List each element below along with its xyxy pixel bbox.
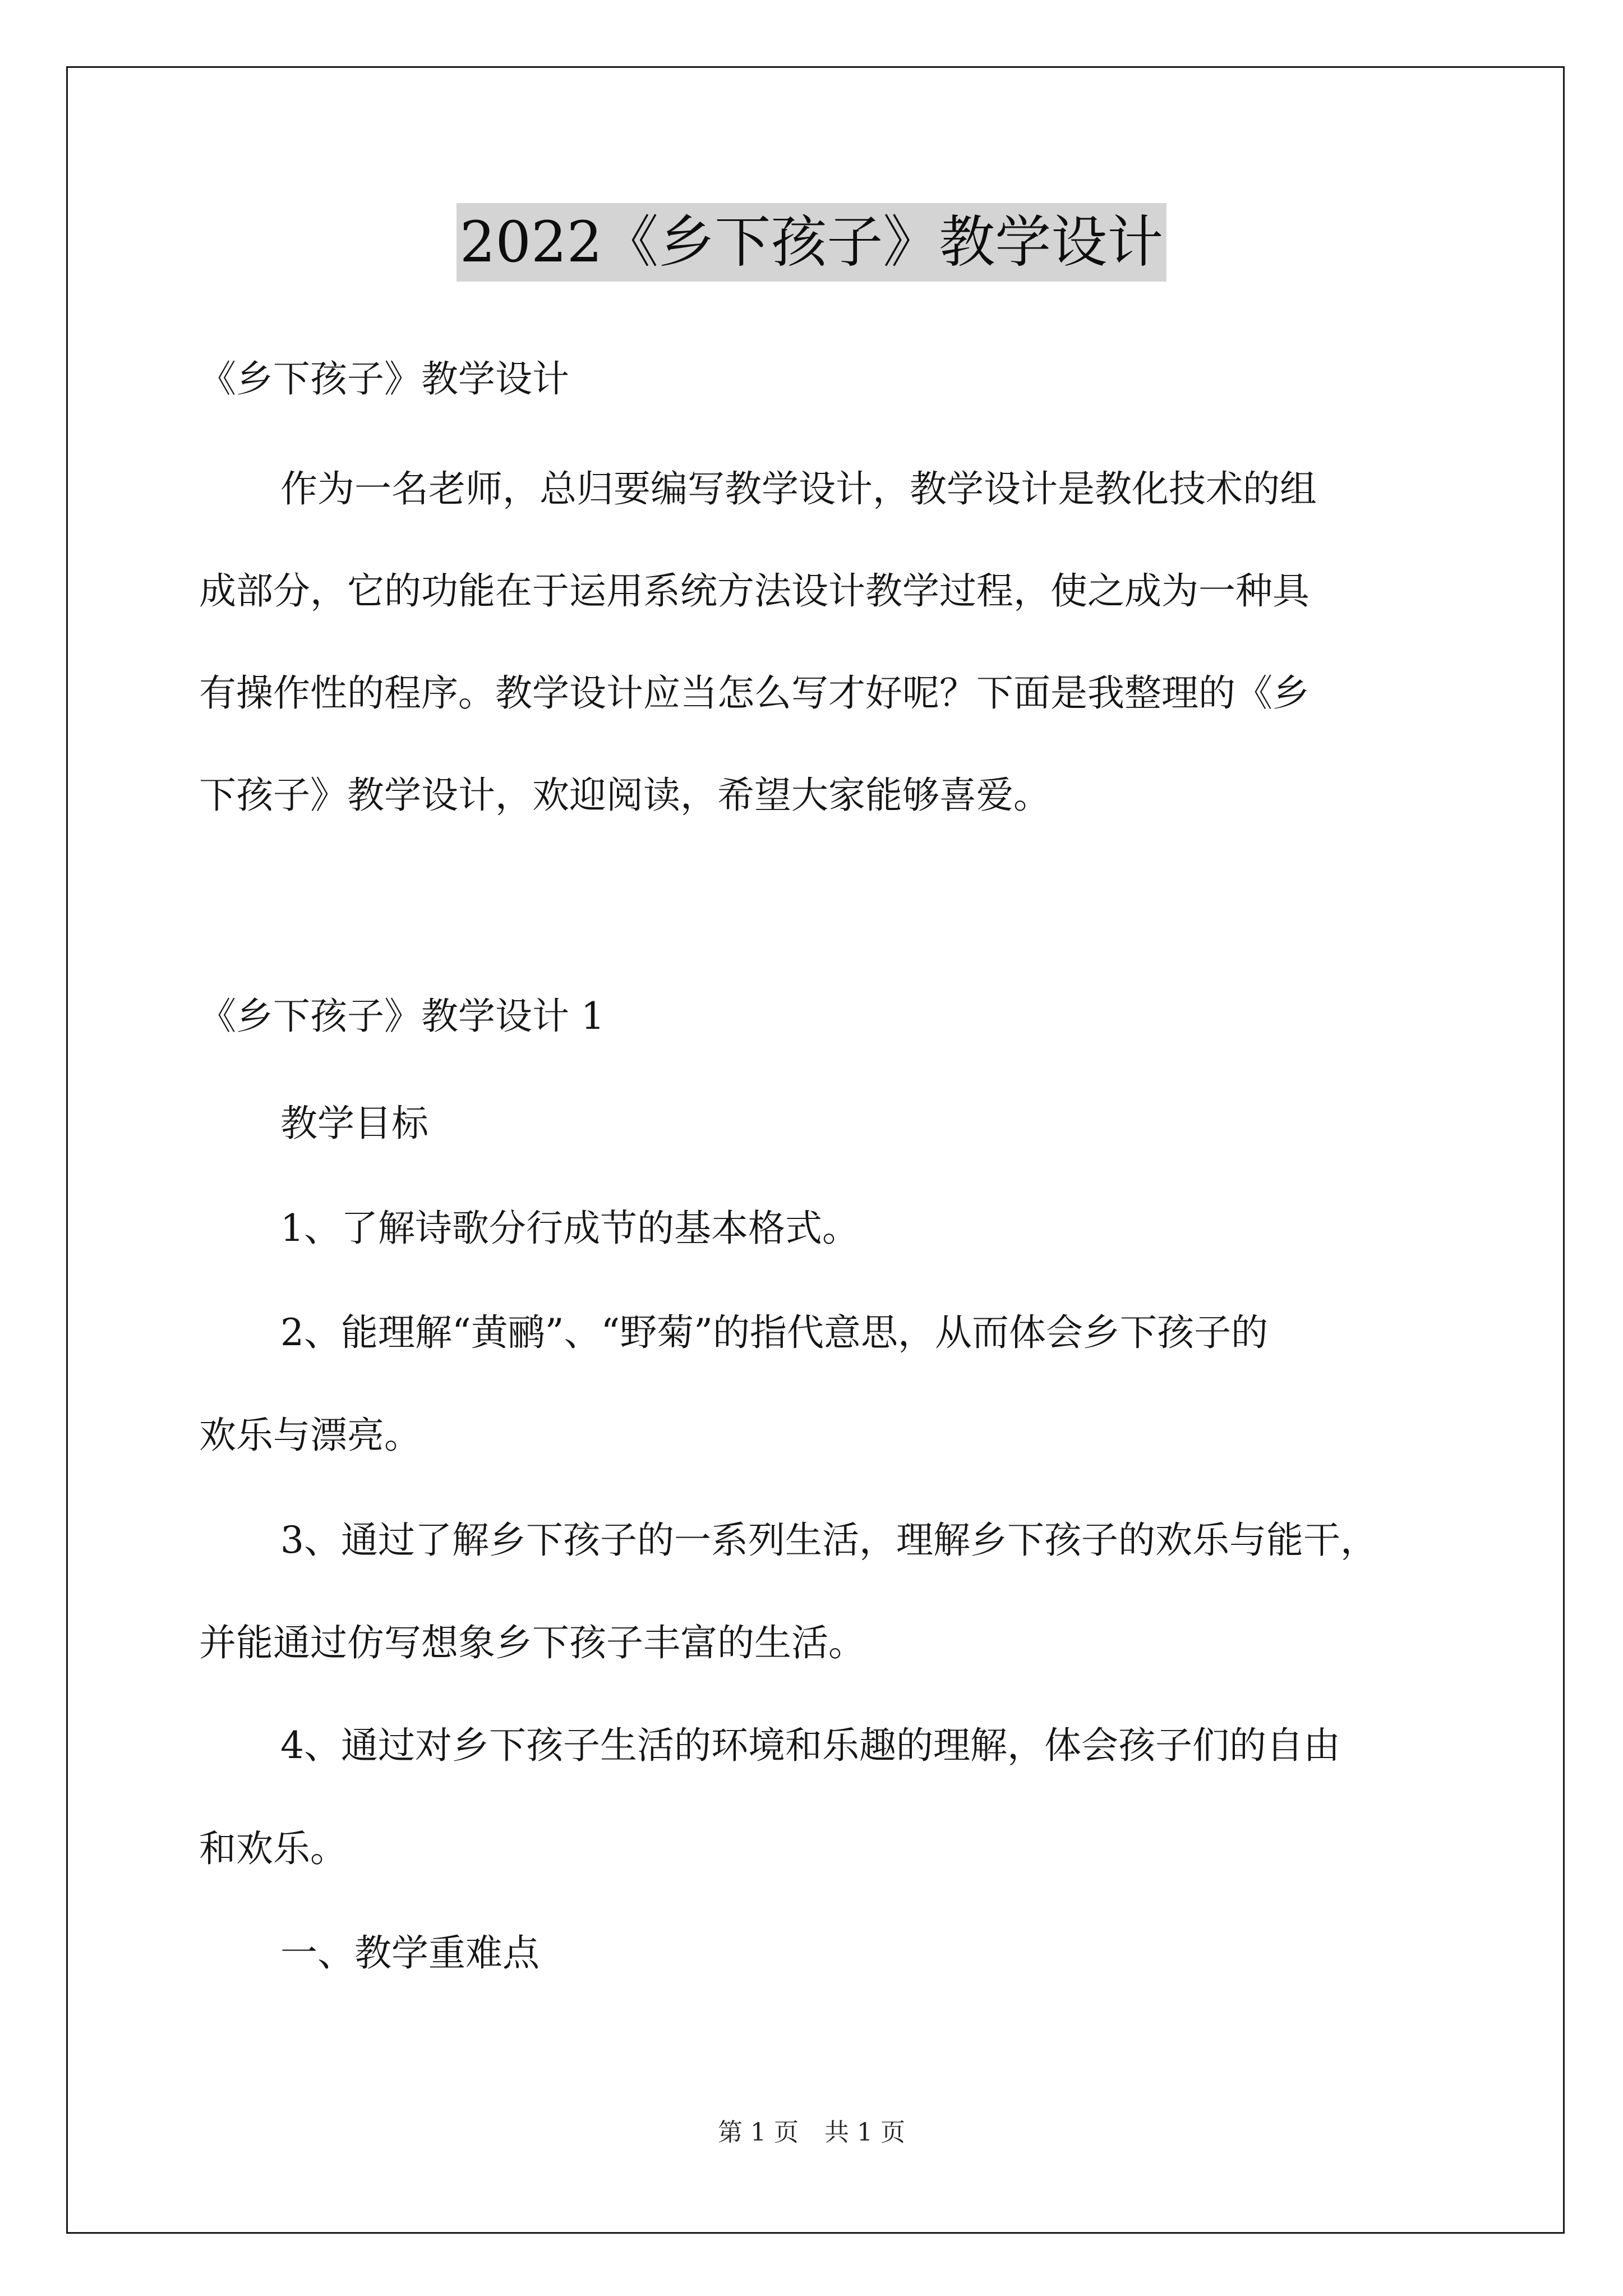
goal-3-line-1: 3、通过了解乡下孩子的一系列生活，理解乡下孩子的欢乐与能干， (280, 1519, 1377, 1562)
goal-2-line-2: 欢乐与漂亮。 (199, 1414, 421, 1457)
document-title: 2022《乡下孩子》教学设计 (457, 203, 1167, 282)
goal-4-line-2: 和欢乐。 (199, 1827, 347, 1870)
document-subtitle: 《乡下孩子》教学设计 (199, 357, 569, 401)
goal-2-line-1: 2、能理解“黄鹂”、“野菊”的指代意思，从而体会乡下孩子的 (280, 1311, 1268, 1354)
intro-line-4: 下孩子》教学设计，欢迎阅读，希望大家能够喜爱。 (199, 774, 1050, 817)
goal-4-line-1: 4、通过对乡下孩子生活的环境和乐趣的理解，体会孩子们的自由 (280, 1724, 1340, 1767)
key-points-heading: 一、教学重难点 (280, 1931, 540, 1975)
intro-line-1: 作为一名老师，总归要编写教学设计，教学设计是教化技术的组 (280, 467, 1317, 510)
page-number-total: 共 1 页 (824, 2118, 905, 2147)
page-footer (0, 2116, 1623, 2150)
section-title: 《乡下孩子》教学设计 1 (199, 995, 605, 1038)
page-number-current: 第 1 页 (718, 2118, 799, 2147)
intro-line-3: 有操作性的程序。教学设计应当怎么写才好呢？下面是我整理的《乡 (199, 671, 1310, 715)
goals-heading: 教学目标 (280, 1102, 428, 1145)
title-container (0, 203, 1623, 282)
goal-1: 1、了解诗歌分行成节的基本格式。 (280, 1207, 859, 1250)
goal-3-line-2: 并能通过仿写想象乡下孩子丰富的生活。 (199, 1621, 865, 1664)
intro-line-2: 成部分，它的功能在于运用系统方法设计教学过程，使之成为一种具 (199, 569, 1310, 613)
